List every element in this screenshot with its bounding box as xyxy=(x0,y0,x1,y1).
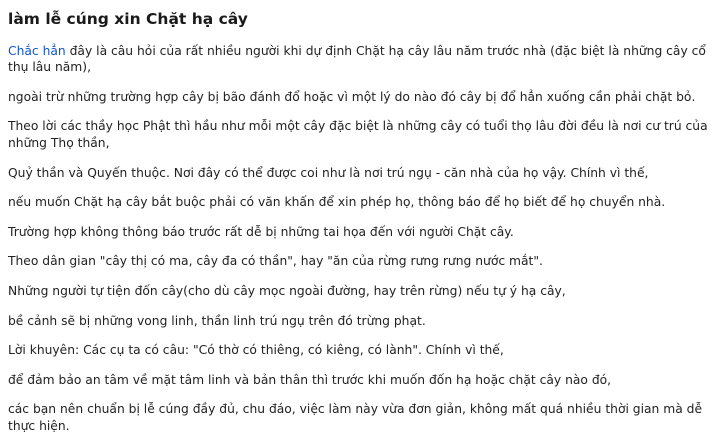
paragraph-6: Trường hợp không thông báo trước rất dễ bị những tai họa đến với người Chặt cây. xyxy=(8,224,514,239)
paragraph-10: Lời khuyên: Các cụ ta có câu: "Có thờ có thiêng, có kiêng, có lành". Chính vì thế, xyxy=(8,343,504,358)
paragraph-11: để đảm bảo an tâm về mặt tâm linh và bản thân thì trước khi muốn đốn hạ hoặc chặt cây nào đó, xyxy=(8,372,612,387)
paragraph-9: bề cảnh sẽ bị những vong linh, thần linh trú ngụ trên đó trừng phạt. xyxy=(8,313,426,328)
paragraph-8: Những người tự tiện đốn cây(cho dù cây mọc ngoài đường, hay trên rừng) nếu tự ý hạ cây, xyxy=(8,283,566,298)
chac-han-link[interactable]: Chắc hẳn xyxy=(8,43,66,58)
page-title: làm lễ cúng xin Chặt hạ cây xyxy=(8,10,248,28)
paragraph-1-text: đây là câu hỏi của rất nhiều người khi dự định Chặt hạ cây lâu năm trước nhà (đặc biệt là những cây cổ thụ lâu năm), xyxy=(8,43,706,75)
paragraph-1 xyxy=(8,43,712,76)
paragraph-4: Quỷ thần và Quyến thuộc. Nơi đây có thể được coi như là nơi trú ngụ - căn nhà của họ vậy. Chính vì thế, xyxy=(8,165,649,180)
paragraph-12: các bạn nên chuẩn bị lễ cúng đầy đủ, chu đáo, việc làm này vừa đơn giản, không mất quá nhiều thời gian mà dễ thực hiện. xyxy=(8,402,703,433)
paragraph-3: Theo lời các thầy học Phật thì hầu như mỗi một cây đặc biệt là những cây có tuổi thọ lâu đời đều là nơi cư trú của những Thọ thần, xyxy=(8,119,708,150)
paragraph-7: Theo dân gian "cây thị có ma, cây đa có thần", hay "ăn của rừng rưng rưng nước mắt". xyxy=(8,254,543,269)
paragraph-2: ngoài trừ những trường hợp cây bị bão đánh đổ hoặc vì một lý do nào đó cây bị đổ hẳn xuống cần phải chặt bỏ. xyxy=(8,89,696,104)
paragraph-5: nếu muốn Chặt hạ cây bắt buộc phải có văn khấn để xin phép họ, thông báo để họ biết để họ chuyển nhà. xyxy=(8,195,666,210)
